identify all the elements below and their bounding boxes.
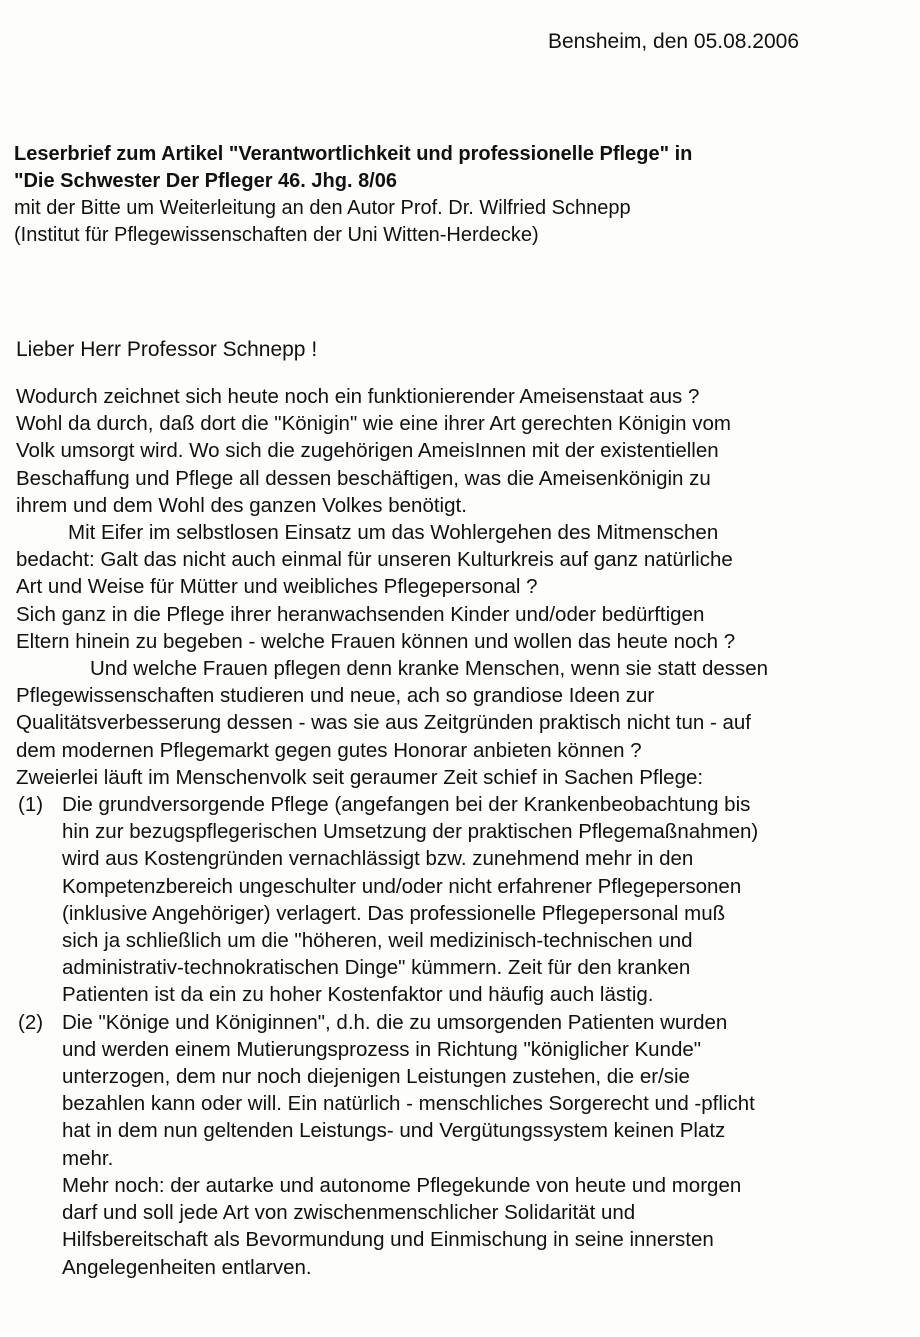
body-line: Angelegenheiten entlarven. (62, 1255, 312, 1279)
body-line: administrativ-technokratischen Dinge" kümmern. Zeit für den kranken (62, 956, 691, 980)
body-line: hin zur bezugspflegerischen Umsetzung der praktischen Pflegemaßnahmen) (62, 820, 759, 844)
body-line: Kompetenzbereich ungeschulter und/oder nicht erfahrener Pflegepersonen (62, 874, 742, 898)
body-line: Die "Könige und Königinnen", d.h. die zu umsorgenden Patienten wurden (62, 1010, 728, 1034)
body-line: Beschaffung und Pflege all dessen beschäftigen, was die Ameisenkönigin zu (16, 466, 711, 490)
list-item-2 (16, 1009, 906, 1281)
body-line: (inklusive Angehöriger) verlagert. Das professionelle Pflegepersonal muß (62, 901, 726, 925)
letter-body (16, 383, 906, 1281)
body-line: ihrem und dem Wohl des ganzen Volkes benötigt. (16, 493, 467, 517)
body-line: Pflegewissenschaften studieren und neue, ach so grandiose Ideen zur (16, 684, 655, 708)
forward-request-line: mit der Bitte um Weiterleitung an den Autor Prof. Dr. Wilfried Schnepp (14, 197, 631, 219)
list-number: (1) (18, 793, 44, 817)
body-line: darf und soll jede Art von zwischenmenschlicher Solidarität und (62, 1201, 636, 1225)
body-line: unterzogen, dem nur noch diejenigen Leistungen zustehen, die er/sie (62, 1065, 690, 1089)
body-line: und werden einem Mutierungsprozess in Richtung "königlicher Kunde" (62, 1037, 702, 1061)
body-line: dem modernen Pflegemarkt gegen gutes Honorar anbieten können ? (16, 738, 642, 762)
salutation: Lieber Herr Professor Schnepp ! (16, 338, 318, 361)
list-number: (2) (18, 1010, 44, 1034)
body-line: Volk umsorgt wird. Wo sich die zugehörigen AmeisInnen mit der existentiellen (16, 439, 719, 463)
body-line: bezahlen kann oder will. Ein natürlich - menschliches Sorgerecht und -pflicht (62, 1092, 755, 1116)
letter-date: Bensheim, den 05.08.2006 (548, 30, 800, 53)
subject-line: Leserbrief zum Artikel "Verantwortlichkeit und professionelle Pflege" in (14, 143, 693, 165)
body-line: Wodurch zeichnet sich heute noch ein funktionierender Ameisenstaat aus ? (16, 385, 700, 408)
body-line: Und welche Frauen pflegen denn kranke Menschen, wenn sie statt dessen (90, 657, 769, 681)
body-line: hat in dem nun geltenden Leistungs- und Vergütungssystem keinen Platz (62, 1119, 726, 1143)
institute-line: (Institut für Pflegewissenschaften der Uni Witten-Herdecke) (14, 224, 539, 246)
body-line: Art und Weise für Mütter und weibliches Pflegepersonal ? (16, 575, 538, 599)
body-line: Mit Eifer im selbstlosen Einsatz um das Wohlergehen des Mitmenschen (68, 521, 719, 545)
body-line: Hilfsbereitschaft als Bevormundung und Einmischung in seine innersten (62, 1228, 714, 1252)
body-line: Mehr noch: der autarke und autonome Pflegekunde von heute und morgen (62, 1173, 742, 1197)
body-line: Zweierlei läuft im Menschenvolk seit geraumer Zeit schief in Sachen Pflege: (16, 765, 704, 789)
list-item-1 (16, 791, 906, 1009)
subject-line: "Die Schwester Der Pfleger 46. Jhg. 8/06 (14, 170, 397, 192)
body-line: Patienten ist da ein zu hoher Kostenfaktor und häufig auch lästig. (62, 983, 654, 1007)
letter-subject (14, 141, 692, 249)
body-line: Qualitätsverbesserung dessen - was sie aus Zeitgründen praktisch nicht tun - auf (16, 711, 751, 735)
body-line: sich ja schließlich um die "höheren, weil medizinisch-technischen und (62, 929, 693, 953)
body-line: Sich ganz in die Pflege ihrer heranwachsenden Kinder und/oder bedürftigen (16, 602, 705, 626)
body-line: Die grundversorgende Pflege (angefangen bei der Krankenbeobachtung bis (62, 793, 751, 817)
body-line: wird aus Kostengründen vernachlässigt bzw. zunehmend mehr in den (62, 847, 694, 871)
body-line: mehr. (62, 1146, 114, 1170)
body-line: Wohl da durch, daß dort die "Königin" wie eine ihrer Art gerechten Königin vom (16, 412, 731, 436)
body-line: bedacht: Galt das nicht auch einmal für unseren Kulturkreis auf ganz natürliche (16, 548, 733, 572)
body-line: Eltern hinein zu begeben - welche Frauen können und wollen das heute noch ? (16, 629, 736, 653)
